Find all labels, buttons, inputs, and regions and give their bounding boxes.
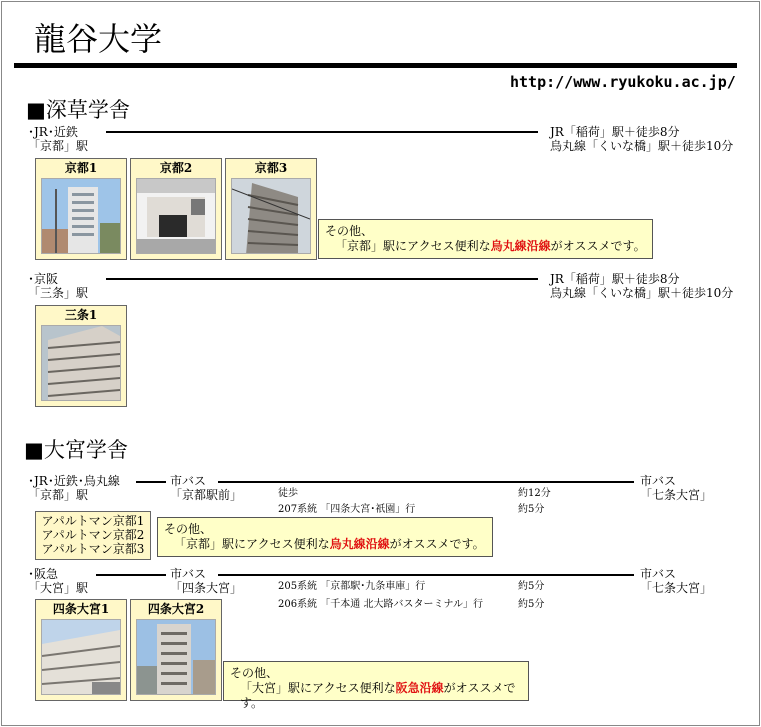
- note-text-end: がオススメです。: [389, 537, 485, 551]
- bus-label: 市バス: [170, 474, 207, 488]
- destination-jr: JR「稲荷」駅＋徒歩8分: [550, 272, 680, 286]
- station-line-label: ･JR･近鉄: [28, 125, 78, 139]
- card-label: 三条1: [64, 308, 98, 322]
- bus-label: 市バス: [640, 474, 677, 488]
- note-highlight: 烏丸線沿線: [329, 537, 390, 551]
- page-title: 龍谷大学: [34, 20, 163, 58]
- station-name: 「大宮」駅: [28, 581, 89, 595]
- apartment-list-card[interactable]: [35, 511, 151, 560]
- bus-route-205: 205系統 「京都駅･九条車庫」行: [278, 581, 426, 592]
- omiya-route1-bus-end: [640, 474, 712, 502]
- apartment-kyoto1[interactable]: アパルトマン京都1: [41, 514, 145, 528]
- card-label: 四条大宮2: [147, 602, 205, 616]
- note-text: 「大宮」駅にアクセス便利な: [240, 681, 396, 695]
- property-card-kyoto1[interactable]: [35, 158, 127, 260]
- omiya-route2-bus-start: [170, 567, 242, 595]
- bus-stop-name: 「四条大宮」: [170, 581, 243, 595]
- note-body: [325, 239, 646, 254]
- route-line: [218, 574, 634, 576]
- bus-time: 約5分: [518, 599, 545, 610]
- omiya-route2-bus-end: [640, 567, 712, 595]
- station-name: 「京都」駅: [28, 488, 89, 502]
- card-label: 四条大宮1: [52, 602, 110, 616]
- note-prefix: その他、: [325, 224, 374, 238]
- bus-stop-name: 「七条大宮」: [640, 581, 713, 595]
- bus-label: 市バス: [640, 567, 677, 581]
- bus-stop-name: 「七条大宮」: [640, 488, 713, 502]
- property-card-shijo-omiya1[interactable]: [35, 599, 127, 701]
- note-highlight: 烏丸線沿線: [490, 239, 551, 253]
- route-line: [106, 131, 538, 133]
- building-photo: [136, 178, 216, 254]
- station-line-label: ･JR･近鉄･烏丸線: [28, 474, 120, 488]
- route-line: [106, 278, 538, 280]
- omiya-route1-bus-start: [170, 474, 242, 502]
- property-card-shijo-omiya2[interactable]: [130, 599, 222, 701]
- destination-karasuma: 烏丸線「くいな橋」駅＋徒歩10分: [550, 286, 734, 300]
- note-body: [230, 681, 522, 711]
- route-line: [96, 574, 166, 576]
- omiya-route2-station: [28, 567, 88, 595]
- card-label: 京都3: [254, 161, 288, 175]
- note-prefix: その他、: [230, 666, 279, 680]
- note-highlight: 阪急沿線: [395, 681, 444, 695]
- fukakusa-route2-station: [28, 272, 88, 300]
- fukakusa-heading: ■深草学舎: [26, 98, 130, 122]
- note-prefix: その他、: [164, 522, 213, 536]
- building-photo: [41, 619, 121, 695]
- omiya-route1-station: [28, 474, 120, 502]
- property-card-sanjo1[interactable]: [35, 305, 127, 407]
- fukakusa-route1-station: [28, 125, 88, 153]
- station-name: 「三条」駅: [28, 286, 89, 300]
- station-line-label: ･阪急: [28, 567, 59, 581]
- bus-label: 市バス: [170, 567, 207, 581]
- station-line-label: ･京阪: [28, 272, 59, 286]
- card-label: 京都2: [159, 161, 193, 175]
- apartment-kyoto2[interactable]: アパルトマン京都2: [41, 528, 145, 542]
- university-url-link[interactable]: http://www.ryukoku.ac.jp/: [510, 73, 736, 91]
- bus-time: 約5分: [518, 504, 545, 515]
- walk-time: 約12分: [518, 488, 551, 499]
- card-label: 京都1: [64, 161, 98, 175]
- fukakusa-route1-destination: [550, 125, 733, 153]
- bus-route-206: 206系統 「千本通 北大路バスターミナル」行: [278, 599, 483, 610]
- title-rule: [14, 63, 737, 68]
- note-text-end: がオススメです。: [550, 239, 646, 253]
- fukakusa-note: [318, 219, 653, 259]
- destination-karasuma: 烏丸線「くいな橋」駅＋徒歩10分: [550, 139, 734, 153]
- note-text: 「京都」駅にアクセス便利な: [174, 537, 330, 551]
- omiya-note-1: [157, 517, 493, 557]
- property-card-kyoto2[interactable]: [130, 158, 222, 260]
- building-photo: [41, 178, 121, 254]
- omiya-note-2: [223, 661, 529, 710]
- building-photo: [41, 325, 121, 401]
- omiya-heading: ■大宮学舎: [24, 438, 128, 462]
- route-line: [136, 481, 166, 483]
- note-text-end: がオススメです。: [240, 681, 516, 710]
- apartment-kyoto3[interactable]: アパルトマン京都3: [41, 542, 145, 556]
- walk-label: 徒歩: [278, 488, 298, 499]
- building-photo: [136, 619, 216, 695]
- destination-jr: JR「稲荷」駅＋徒歩8分: [550, 125, 680, 139]
- note-body: [164, 537, 486, 552]
- station-name: 「京都」駅: [28, 139, 89, 153]
- note-text: 「京都」駅にアクセス便利な: [335, 239, 491, 253]
- route-line: [218, 481, 634, 483]
- bus-time: 約5分: [518, 581, 545, 592]
- bus-stop-name: 「京都駅前」: [170, 488, 243, 502]
- bus-route-207: 207系統 「四条大宮･祇園」行: [278, 504, 416, 515]
- building-photo: [231, 178, 311, 254]
- property-card-kyoto3[interactable]: [225, 158, 317, 260]
- fukakusa-route2-destination: [550, 272, 733, 300]
